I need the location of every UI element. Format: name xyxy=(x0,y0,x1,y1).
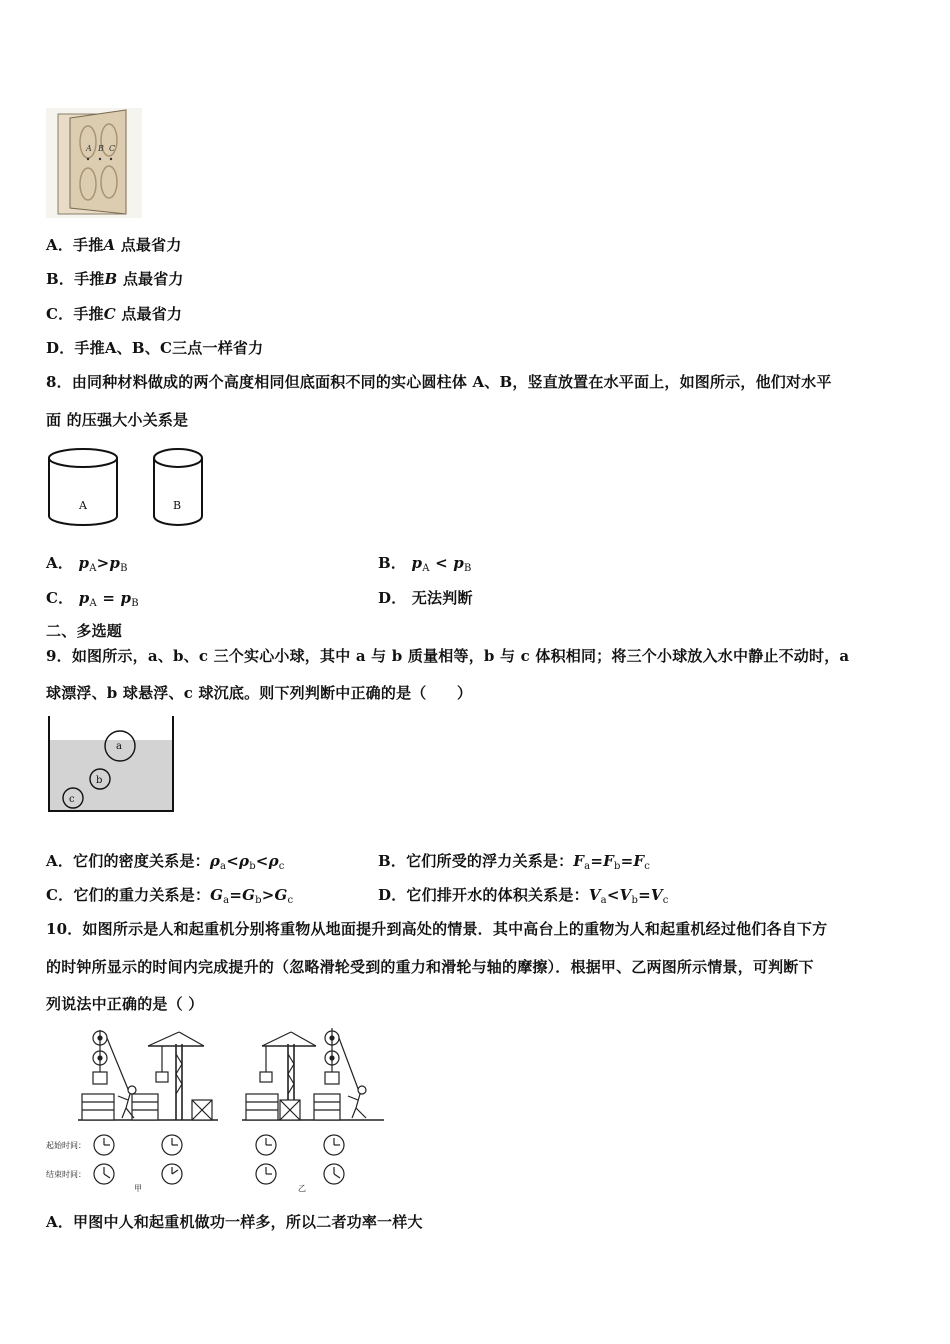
q10-stem-line1: 10．如图所示是人和起重机分别将重物从地面提升到高处的情景．其中高台上的重物为人和起重机经过他们各自下方 xyxy=(46,920,828,938)
q10-option-a: A．甲图中人和起重机做功一样多，所以二者功率一样大 xyxy=(46,1213,423,1231)
q9-option-a: A．它们的密度关系是：$\rho_a<\rho_b<\rho_c$ xyxy=(46,852,285,872)
cylinder-b-label: B xyxy=(173,499,182,512)
q9-option-c: C．它们的重力关系是：$G_a=G_b>G_c$ xyxy=(46,886,294,906)
door-label-c: C xyxy=(109,144,116,153)
end-time-label: 结束时间： xyxy=(46,1170,86,1179)
q9-stem-line1: 9．如图所示，a、b、c 三个实心小球，其中 a 与 b 质量相等，b 与 c 体积相同；将三个小球放入水中静止不动时，a xyxy=(46,647,850,665)
q8-stem-line2: 面 的压强大小关系是 xyxy=(46,411,189,429)
q7-option-b: B．手推B 点最省力 xyxy=(46,270,184,288)
q9-option-d: D．它们排开水的体积关系是：$V_a<V_b=V_c$ xyxy=(378,886,669,906)
door-figure xyxy=(46,108,142,218)
q8-option-d: D． 无法判断 xyxy=(378,589,473,607)
q8-option-c: C． $p_A = p_B$ xyxy=(46,589,139,609)
q10-stem-line3: 列说法中正确的是（ ） xyxy=(46,995,204,1013)
q9-stem-line2: 球漂浮、b 球悬浮、c 球沉底。则下列判断中正确的是（ ） xyxy=(46,684,473,702)
q10-stem-line2: 的时钟所显示的时间内完成提升的（忽略滑轮受到的重力和滑轮与轴的摩擦）．根据甲、乙两图所示情景，可判断下 xyxy=(46,958,814,976)
water-container-figure xyxy=(46,716,176,814)
q9-option-b: B．它们所受的浮力关系是：$F_a=F_b=F_c$ xyxy=(378,852,651,872)
start-time-label: 起始时间： xyxy=(46,1141,86,1150)
q7-option-a: A．手推A 点最省力 xyxy=(46,236,182,254)
ball-c-label: c xyxy=(69,794,75,805)
ball-a-label: a xyxy=(116,741,122,752)
figure-yi-label: 乙 xyxy=(298,1184,306,1193)
ball-b-label: b xyxy=(96,775,103,786)
q7-option-c: C．手推C 点最省力 xyxy=(46,305,183,323)
section-heading: 二、多选题 xyxy=(46,622,123,640)
q7-option-d: D．手推A、B、C三点一样省力 xyxy=(46,339,264,357)
crane-pulley-figure xyxy=(44,1024,390,1196)
q8-option-a: A． $p_A>p_B$ xyxy=(46,554,128,574)
q8-stem-line1: 8．由同种材料做成的两个高度相同但底面积不同的实心圆柱体 A、B，竖直放置在水平面上，如图所示，他们对水平 xyxy=(46,373,832,391)
cylinders-figure xyxy=(46,444,208,530)
figure-jia-label: 甲 xyxy=(134,1184,142,1193)
door-label-a: A xyxy=(86,144,92,153)
door-label-b: B xyxy=(98,144,104,153)
cylinder-a-label: A xyxy=(79,499,87,512)
q8-option-b: B． $p_A < p_B$ xyxy=(378,554,472,574)
